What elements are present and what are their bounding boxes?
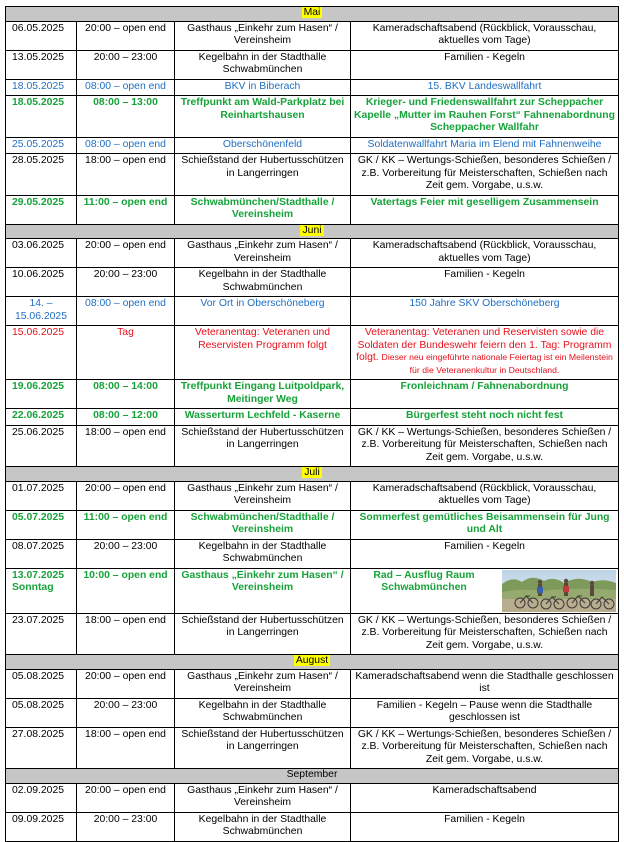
month-header-juli	[6, 467, 619, 482]
place-cell: Kegelbahn in der Stadthalle Schwabmünchen	[175, 50, 351, 79]
date-cell: 01.07.2025	[6, 481, 77, 510]
description-cell: Krieger- und Friedenswallfahrt zur Scheppacher Kapelle „Mutter im Rauhen Forst“ Fahnenabordnung Scheppacher Wallfahr	[351, 96, 619, 138]
place-cell: Kegelbahn in der Stadthalle Schwabmünchen	[175, 812, 351, 841]
place-cell: BKV in Biberach	[175, 79, 351, 96]
place-cell: Schießstand der Hubertusschützen in Langerringen	[175, 613, 351, 655]
place-cell: Treffpunkt Eingang Luitpoldpark, Meitinger Weg	[175, 380, 351, 409]
description-cell: Kameradschaftsabend wenn die Stadthalle geschlossen ist	[351, 669, 619, 698]
date-cell: 28.05.2025	[6, 154, 77, 196]
table-row	[6, 50, 619, 79]
place-cell: Gasthaus „Einkehr zum Hasen“ / Vereinsheim	[175, 481, 351, 510]
date-cell: 06.05.2025	[6, 21, 77, 50]
weekday-text: Sonntag	[12, 582, 54, 593]
table-row	[6, 137, 619, 154]
time-cell: 18:00 – open end	[77, 425, 175, 467]
description-cell: Familien - Kegeln	[351, 812, 619, 841]
date-cell: 10.06.2025	[6, 268, 77, 297]
table-row	[6, 380, 619, 409]
description-cell: Familien - Kegeln	[351, 50, 619, 79]
month-label: September	[286, 769, 338, 780]
month-header-september	[6, 769, 619, 784]
time-cell: 18:00 – open end	[77, 727, 175, 769]
description-cell: Familien - Kegeln – Pause wenn die Stadthalle geschlossen ist	[351, 698, 619, 727]
place-cell: Schwabmünchen/Stadthalle / Vereinsheim	[175, 195, 351, 224]
table-row	[6, 783, 619, 812]
table-row	[6, 727, 619, 769]
month-header-mai	[6, 7, 619, 22]
time-cell: 20:00 – 23:00	[77, 539, 175, 568]
table-row	[6, 409, 619, 426]
place-cell: Kegelbahn in der Stadthalle Schwabmünchen	[175, 698, 351, 727]
date-cell: 14. – 15.06.2025	[6, 297, 77, 326]
date-cell: 23.07.2025	[6, 613, 77, 655]
description-cell: Bürgerfest steht noch nicht fest	[351, 409, 619, 426]
time-cell: 20:00 – open end	[77, 481, 175, 510]
table-row	[6, 21, 619, 50]
description-cell: Familien - Kegeln	[351, 539, 619, 568]
place-cell: Gasthaus „Einkehr zum Hasen“ / Vereinsheim	[175, 239, 351, 268]
table-row	[6, 297, 619, 326]
description-text: Rad – Ausflug Raum Schwabmünchen	[373, 569, 475, 593]
description-cell: Kameradschaftsabend	[351, 783, 619, 812]
table-row	[6, 568, 619, 613]
date-cell: 05.08.2025	[6, 669, 77, 698]
table-row	[6, 812, 619, 841]
description-cell: Kameradschaftsabend (Rückblick, Vorausschau, aktuelles vom Tage)	[351, 239, 619, 268]
description-cell: Kameradschaftsabend (Rückblick, Vorausschau, aktuelles vom Tage)	[351, 481, 619, 510]
place-cell: Gasthaus „Einkehr zum Hasen“ / Vereinsheim	[175, 568, 351, 613]
place-cell: Schießstand der Hubertusschützen in Langerringen	[175, 154, 351, 196]
description-cell: GK / KK – Wertungs-Schießen, besonderes Schießen / z.B. Vorbereitung für Meisterschaften, Schießen nach Zeit gem. Vorgabe, u.s.w.	[351, 425, 619, 467]
time-cell: Tag	[77, 326, 175, 380]
time-cell: 18:00 – open end	[77, 613, 175, 655]
date-cell	[6, 568, 77, 613]
description-cell	[351, 326, 619, 380]
date-cell: 22.06.2025	[6, 409, 77, 426]
place-cell: Kegelbahn in der Stadthalle Schwabmünchen	[175, 268, 351, 297]
time-cell: 18:00 – open end	[77, 154, 175, 196]
time-cell: 08:00 – open end	[77, 137, 175, 154]
time-cell: 08:00 – open end	[77, 79, 175, 96]
place-cell: Gasthaus „Einkehr zum Hasen“ / Vereinsheim	[175, 783, 351, 812]
time-cell: 08:00 – 13:00	[77, 96, 175, 138]
place-cell: Gasthaus „Einkehr zum Hasen“ / Vereinsheim	[175, 21, 351, 50]
table-row	[6, 425, 619, 467]
month-header-juni	[6, 224, 619, 239]
place-cell: Schwabmünchen/Stadthalle / Vereinsheim	[175, 510, 351, 539]
date-cell: 02.09.2025	[6, 783, 77, 812]
table-row	[6, 510, 619, 539]
date-cell: 29.05.2025	[6, 195, 77, 224]
time-cell: 08:00 – 12:00	[77, 409, 175, 426]
date-text: 13.07.2025	[12, 569, 65, 581]
time-cell: 20:00 – open end	[77, 783, 175, 812]
month-label: August	[295, 655, 329, 666]
description-cell: Kameradschaftsabend (Rückblick, Vorausschau, aktuelles vom Tage)	[351, 21, 619, 50]
time-cell: 20:00 – open end	[77, 669, 175, 698]
place-cell: Oberschönenfeld	[175, 137, 351, 154]
time-cell: 10:00 – open end	[77, 568, 175, 613]
description-text: Veteranentag: Veteranen und Reservisten sowie die Soldaten der Bundeswehr feiern den 1. Tag: Programm folgt.	[356, 327, 612, 363]
date-cell: 08.07.2025	[6, 539, 77, 568]
table-row	[6, 698, 619, 727]
month-label: Juli	[304, 467, 320, 478]
date-cell: 15.06.2025	[6, 326, 77, 380]
description-cell	[351, 568, 619, 613]
time-cell: 20:00 – 23:00	[77, 812, 175, 841]
table-row	[6, 239, 619, 268]
table-row	[6, 96, 619, 138]
time-cell: 20:00 – open end	[77, 239, 175, 268]
month-label: Juni	[302, 224, 322, 236]
place-cell: Gasthaus „Einkehr zum Hasen“ / Vereinsheim	[175, 669, 351, 698]
time-cell: 11:00 – open end	[77, 195, 175, 224]
date-cell: 05.07.2025	[6, 510, 77, 539]
description-cell: Soldatenwallfahrt Maria im Elend mit Fahnenweihe	[351, 137, 619, 154]
time-cell: 20:00 – open end	[77, 21, 175, 50]
description-cell: GK / KK – Wertungs-Schießen, besonderes Schießen / z.B. Vorbereitung für Meisterschaften, Schießen nach Zeit gem. Vorgabe, u.s.w.	[351, 727, 619, 769]
description-cell: Familien - Kegeln	[351, 268, 619, 297]
time-cell: 20:00 – 23:00	[77, 268, 175, 297]
date-cell: 03.06.2025	[6, 239, 77, 268]
description-cell: GK / KK – Wertungs-Schießen, besonderes Schießen / z.B. Vorbereitung für Meisterschaften, Schießen nach Zeit gem. Vorgabe, u.s.w.	[351, 613, 619, 655]
date-cell: 13.05.2025	[6, 50, 77, 79]
date-cell: 05.08.2025	[6, 698, 77, 727]
table-row	[6, 154, 619, 196]
place-cell: Schießstand der Hubertusschützen in Langerringen	[175, 425, 351, 467]
date-cell: 27.08.2025	[6, 727, 77, 769]
date-cell: 25.06.2025	[6, 425, 77, 467]
table-row	[6, 539, 619, 568]
time-cell: 08:00 – open end	[77, 297, 175, 326]
table-row	[6, 669, 619, 698]
date-cell: 25.05.2025	[6, 137, 77, 154]
month-label: Mai	[303, 7, 321, 18]
time-cell: 20:00 – 23:00	[77, 698, 175, 727]
schedule-table	[5, 6, 619, 842]
table-row	[6, 613, 619, 655]
bicycle-photo	[502, 570, 616, 612]
description-cell: Vatertags Feier mit geselligem Zusammensein	[351, 195, 619, 224]
place-cell: Wasserturm Lechfeld - Kaserne	[175, 409, 351, 426]
description-note: Dieser neu eingeführte nationale Feiertag ist ein Meilenstein für die Veteranenkultur in Deutschland.	[381, 352, 613, 375]
table-row	[6, 268, 619, 297]
description-cell: 150 Jahre SKV Oberschöneberg	[351, 297, 619, 326]
date-cell: 09.09.2025	[6, 812, 77, 841]
table-row	[6, 326, 619, 380]
date-cell: 18.05.2025	[6, 96, 77, 138]
description-cell: Fronleichnam / Fahnenabordnung	[351, 380, 619, 409]
time-cell: 20:00 – 23:00	[77, 50, 175, 79]
description-cell: Sommerfest gemütliches Beisammensein für Jung und Alt	[351, 510, 619, 539]
place-cell: Treffpunkt am Wald-Parkplatz bei Reinhartshausen	[175, 96, 351, 138]
place-cell: Schießstand der Hubertusschützen in Langerringen	[175, 727, 351, 769]
date-cell: 18.05.2025	[6, 79, 77, 96]
month-header-august	[6, 655, 619, 670]
place-cell: Vor Ort in Oberschöneberg	[175, 297, 351, 326]
table-row	[6, 79, 619, 96]
description-cell: 15. BKV Landeswallfahrt	[351, 79, 619, 96]
place-cell: Veteranentag: Veteranen und Reservisten Programm folgt	[175, 326, 351, 380]
description-cell: GK / KK – Wertungs-Schießen, besonderes Schießen / z.B. Vorbereitung für Meisterschaften, Schießen nach Zeit gem. Vorgabe, u.s.w.	[351, 154, 619, 196]
time-cell: 08:00 – 14:00	[77, 380, 175, 409]
table-row	[6, 195, 619, 224]
date-cell: 19.06.2025	[6, 380, 77, 409]
table-row	[6, 481, 619, 510]
time-cell: 11:00 – open end	[77, 510, 175, 539]
place-cell: Kegelbahn in der Stadthalle Schwabmünchen	[175, 539, 351, 568]
